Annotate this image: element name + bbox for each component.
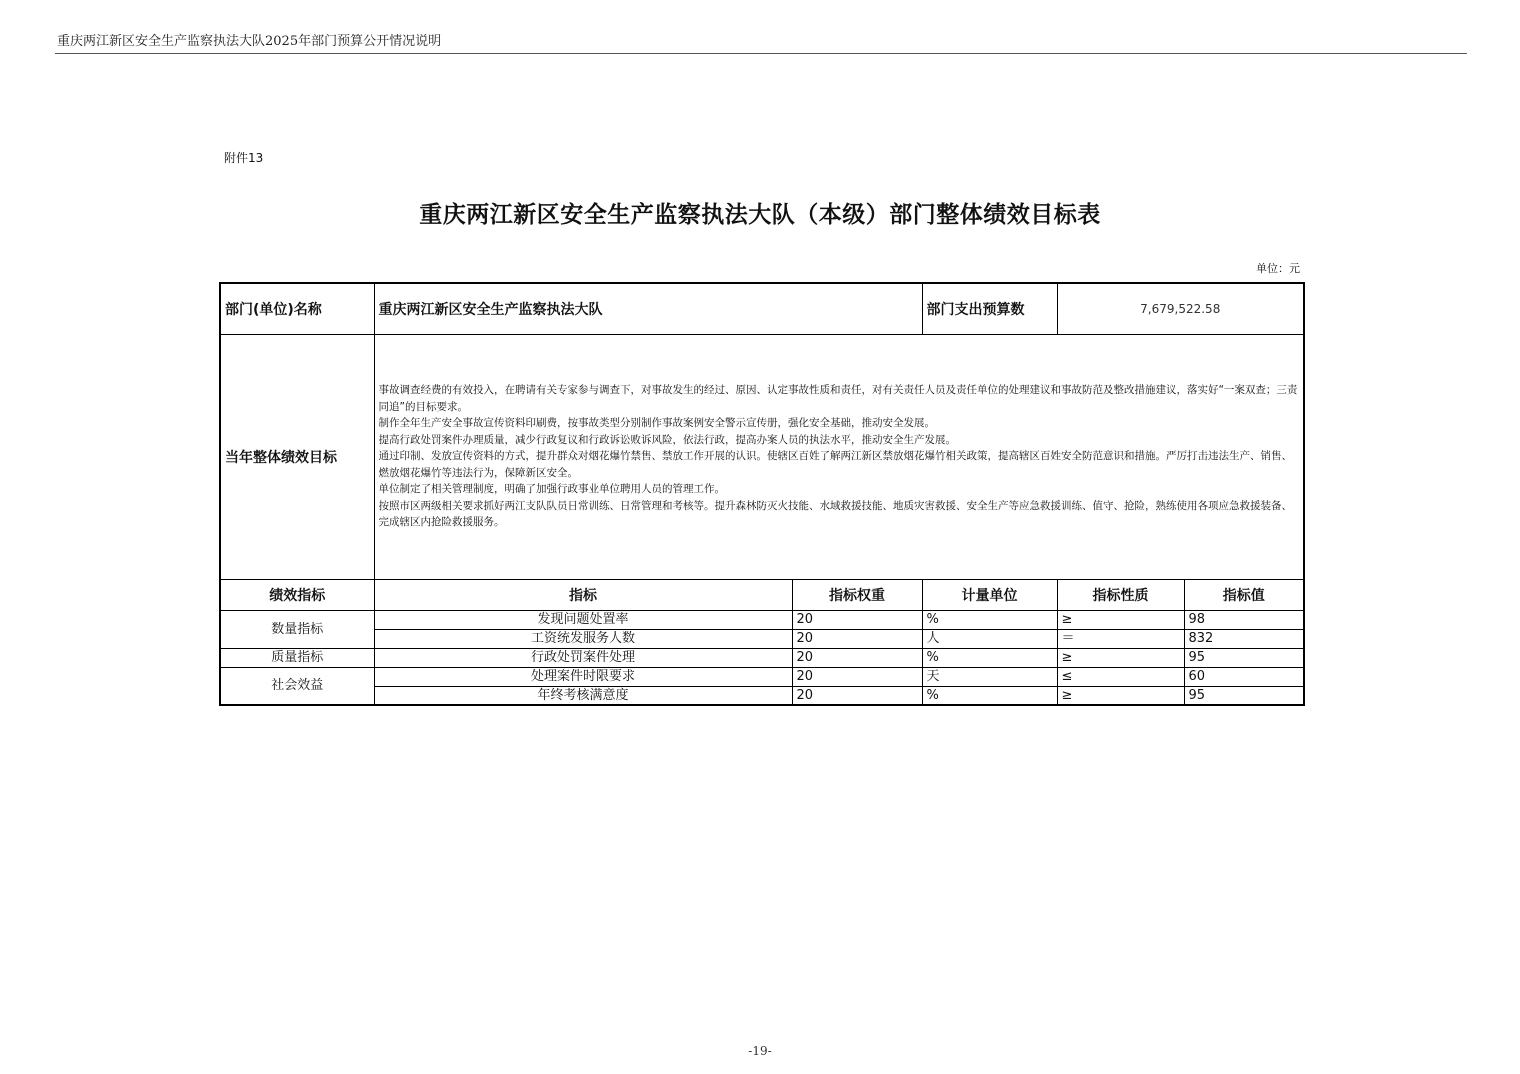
attachment-label: 附件13 bbox=[224, 151, 264, 165]
weight-cell: 20 bbox=[792, 610, 922, 629]
header-indicator: 指标 bbox=[374, 579, 792, 610]
category-cell: 数量指标 bbox=[220, 610, 374, 648]
indicator-header-row bbox=[220, 579, 1304, 610]
category-cell: 质量指标 bbox=[220, 648, 374, 667]
nature-cell: ≥ bbox=[1057, 610, 1184, 629]
budget-value: 7,679,522.58 bbox=[1057, 283, 1304, 334]
indicator-cell: 处理案件时限要求 bbox=[374, 667, 792, 686]
nature-cell: ≥ bbox=[1057, 648, 1184, 667]
goal-item: 提高行政处罚案件办理质量，减少行政复议和行政诉讼败诉风险，依法行政，提高办案人员的执法水平，推动安全生产发展。 bbox=[378, 433, 956, 446]
goal-item: 按照市区两级相关要求抓好两江支队队员日常训练、日常管理和考核等。提升森林防灭火技能、水域救援技能、地质灾害救援、安全生产等应急救援训练、值守、抢险，熟练使用各项应急救援装备、完成辖区内抢险救援服务。 bbox=[378, 499, 1292, 529]
header-value: 指标值 bbox=[1184, 579, 1304, 610]
nature-cell: ≥ bbox=[1057, 686, 1184, 705]
value-cell: 98 bbox=[1184, 610, 1304, 629]
running-header: 重庆两江新区安全生产监察执法大队2025年部门预算公开情况说明 bbox=[57, 34, 442, 49]
category-cell: 社会效益 bbox=[220, 667, 374, 705]
value-cell: 95 bbox=[1184, 686, 1304, 705]
page-title: 重庆两江新区安全生产监察执法大队（本级）部门整体绩效目标表 bbox=[419, 202, 1101, 228]
dept-row bbox=[220, 283, 1304, 334]
table-row bbox=[220, 648, 1304, 667]
dept-name: 重庆两江新区安全生产监察执法大队 bbox=[374, 283, 922, 334]
budget-label: 部门支出预算数 bbox=[922, 283, 1057, 334]
table-row bbox=[220, 667, 1304, 686]
indicator-cell: 工资统发服务人数 bbox=[374, 629, 792, 648]
unit-cell: % bbox=[922, 648, 1057, 667]
goal-item: 单位制定了相关管理制度，明确了加强行政事业单位聘用人员的管理工作。 bbox=[378, 483, 725, 496]
unit-cell: % bbox=[922, 610, 1057, 629]
table-row bbox=[220, 629, 1304, 648]
weight-cell: 20 bbox=[792, 648, 922, 667]
performance-table bbox=[219, 282, 1305, 706]
indicator-cell: 发现问题处置率 bbox=[374, 610, 792, 629]
header-category: 绩效指标 bbox=[220, 579, 374, 610]
header-divider bbox=[55, 53, 1467, 54]
page-number: -19- bbox=[748, 1044, 772, 1058]
header-weight: 指标权重 bbox=[792, 579, 922, 610]
nature-cell: ≤ bbox=[1057, 667, 1184, 686]
goal-label: 当年整体绩效目标 bbox=[220, 334, 374, 579]
goal-row bbox=[220, 334, 1304, 579]
goal-item: 制作全年生产安全事故宣传资料印刷费，按事故类型分别制作事故案例安全警示宣传册，强化安全基础，推动安全发展。 bbox=[378, 417, 935, 430]
table-row bbox=[220, 610, 1304, 629]
weight-cell: 20 bbox=[792, 686, 922, 705]
dept-label: 部门(单位)名称 bbox=[220, 283, 374, 334]
table-row bbox=[220, 686, 1304, 705]
indicator-cell: 行政处罚案件处理 bbox=[374, 648, 792, 667]
weight-cell: 20 bbox=[792, 667, 922, 686]
nature-cell: ＝ bbox=[1057, 629, 1184, 648]
goal-text bbox=[374, 334, 1304, 579]
unit-cell: 人 bbox=[922, 629, 1057, 648]
value-cell: 832 bbox=[1184, 629, 1304, 648]
unit-cell: 天 bbox=[922, 667, 1057, 686]
value-cell: 60 bbox=[1184, 667, 1304, 686]
header-unit: 计量单位 bbox=[922, 579, 1057, 610]
goal-item: 通过印制、发放宣传资料的方式，提升群众对烟花爆竹禁售、禁放工作开展的认识。使辖区百姓了解两江新区禁放烟花爆竹相关政策，提高辖区百姓安全防范意识和措施。严厉打击违法生产、销售、燃放烟花爆竹等违法行为，保障新区安全。 bbox=[378, 450, 1292, 479]
value-cell: 95 bbox=[1184, 648, 1304, 667]
indicator-cell: 年终考核满意度 bbox=[374, 686, 792, 705]
goal-item: 事故调查经费的有效投入，在聘请有关专家参与调查下，对事故发生的经过、原因、认定事故性质和责任，对有关责任人员及责任单位的处理建议和事故防范及整改措施建议，落实好“一案双查；三责同追”的目标要求。 bbox=[378, 384, 1298, 413]
unit-note: 单位：元 bbox=[1256, 262, 1300, 275]
header-nature: 指标性质 bbox=[1057, 579, 1184, 610]
unit-cell: % bbox=[922, 686, 1057, 705]
weight-cell: 20 bbox=[792, 629, 922, 648]
